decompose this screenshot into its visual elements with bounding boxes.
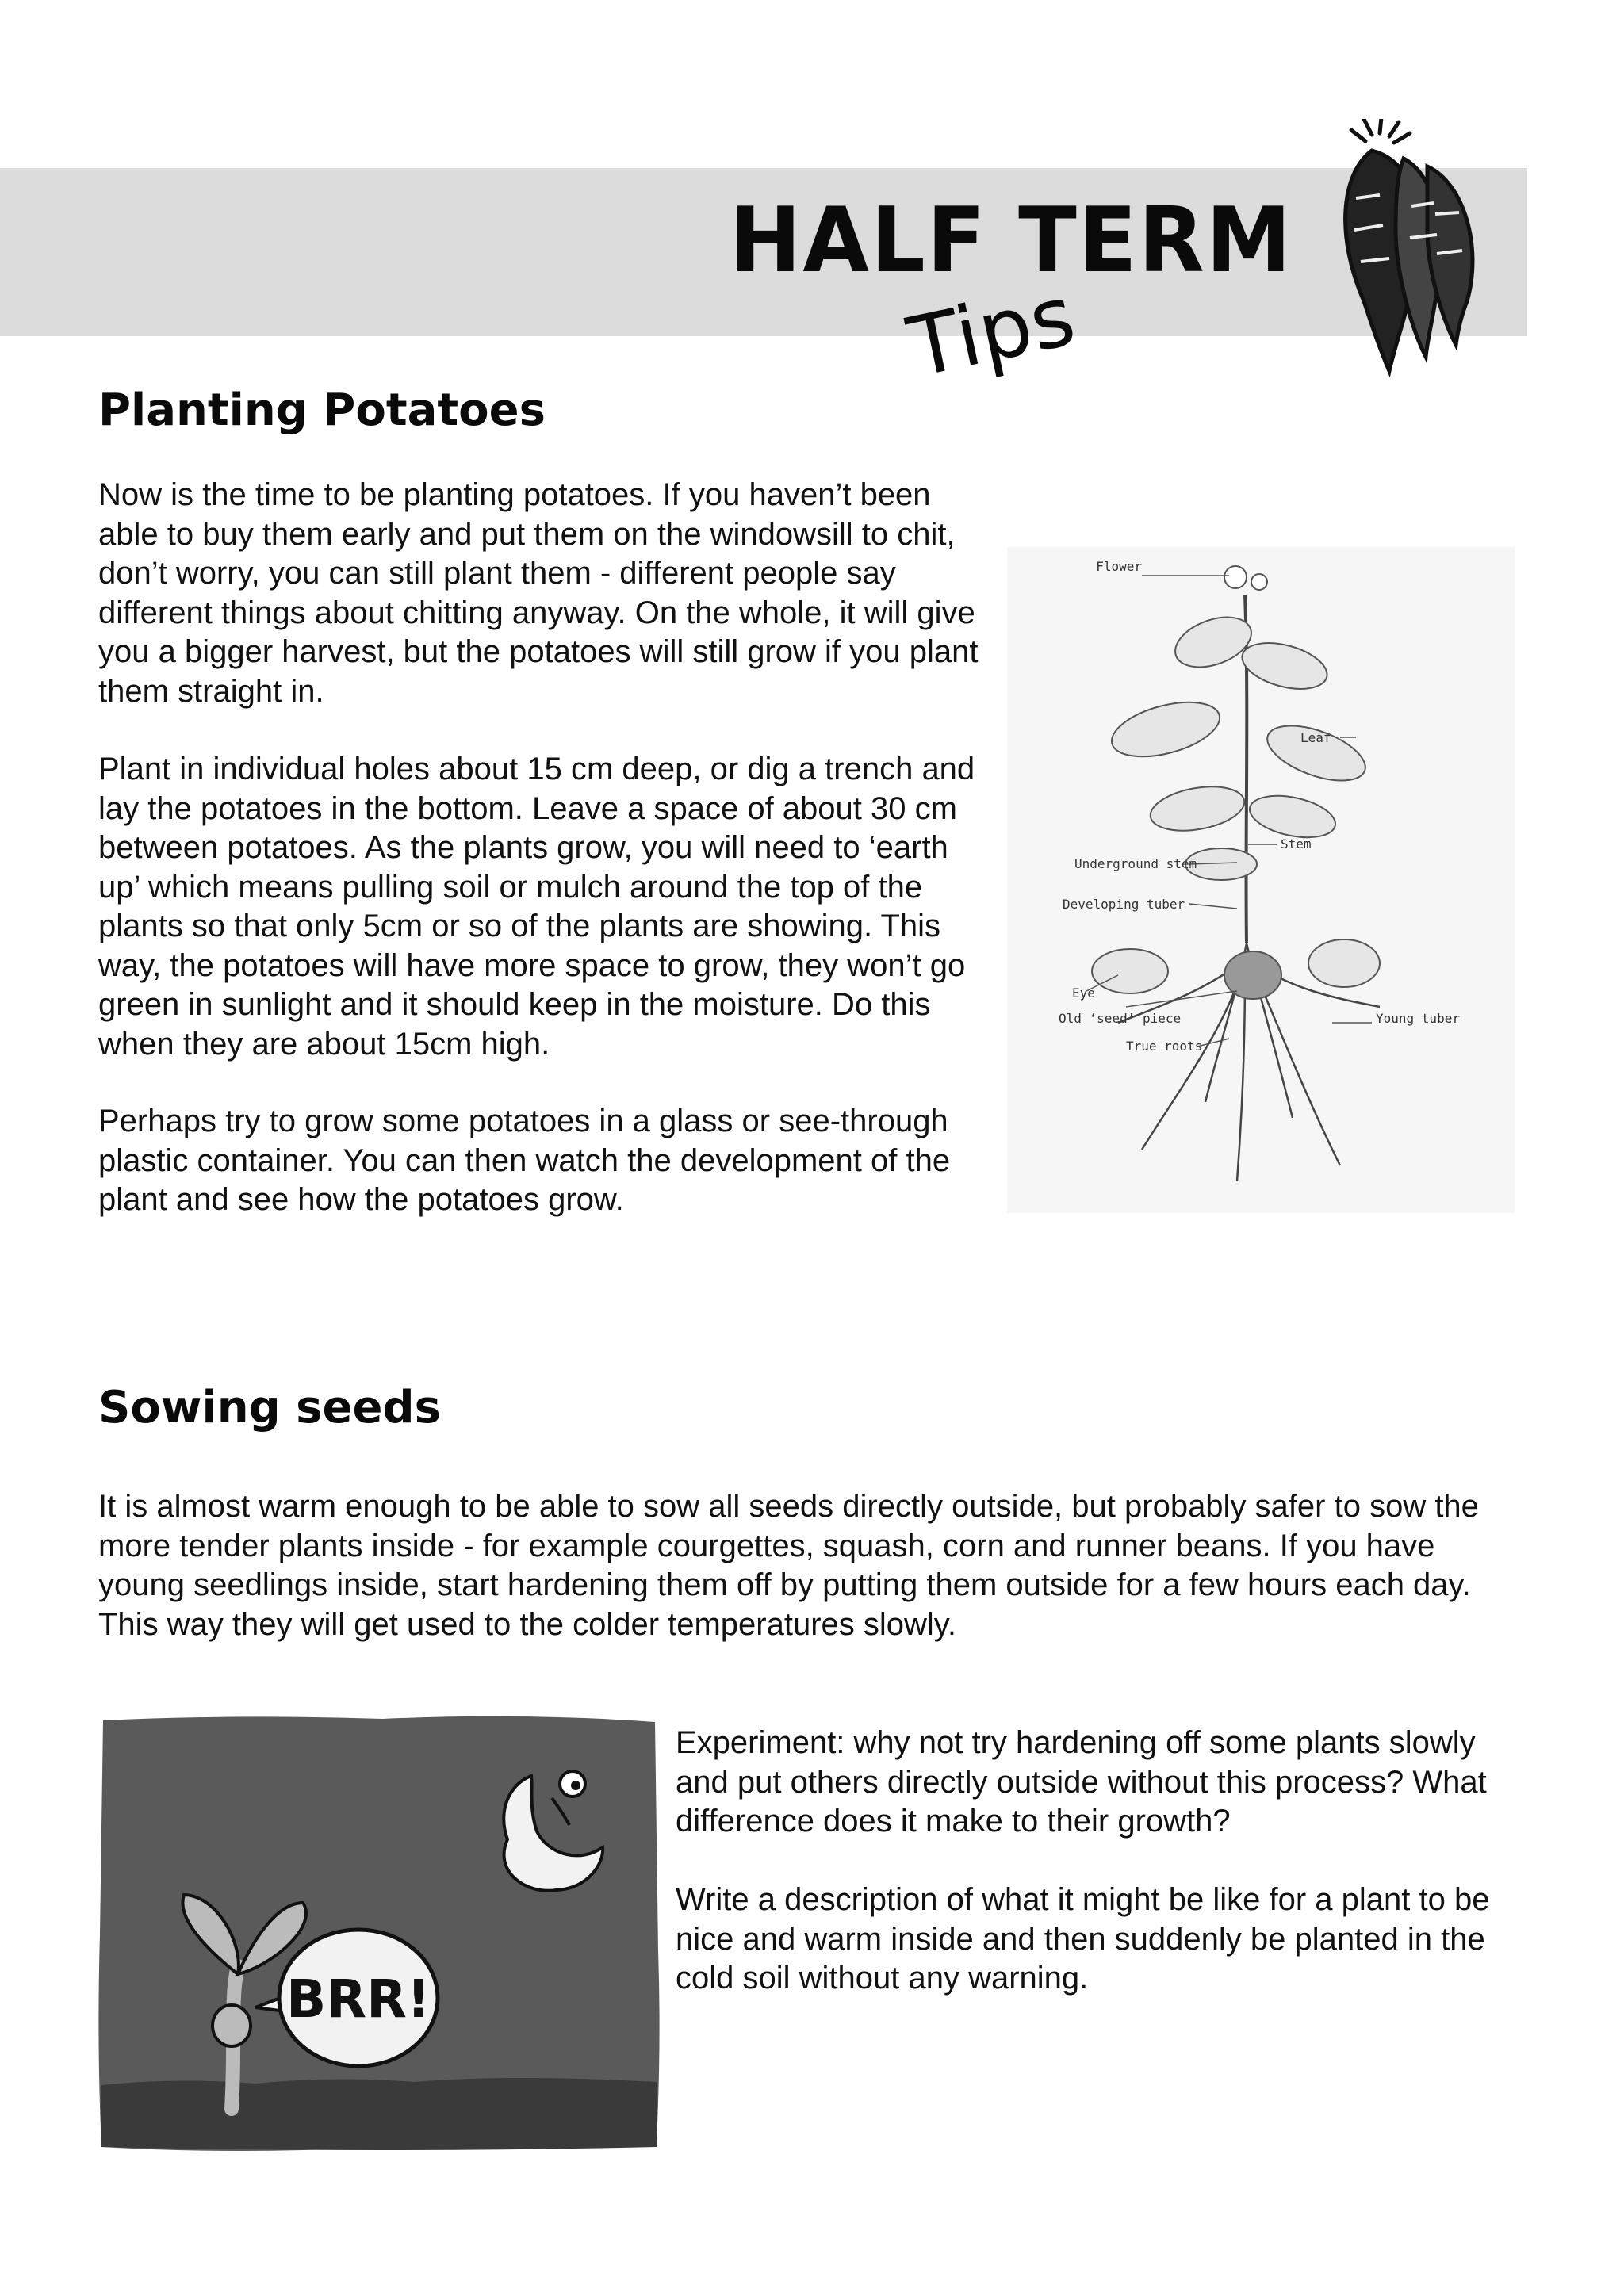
diagram-label-stem: Stem [1281,836,1312,851]
seeds-paragraph-1: It is almost warm enough to be able to sow all seeds directly outside, but probably safer to sow the more tender plants inside - for example courgettes, squash, corn and runner beans. If you have young seedlings inside, start hardening them off by putting them outside for a few hours each day. This way they will get used to the colder temperatures slowly. [98,1489,1479,1642]
potatoes-paragraph-3: Perhaps try to grow some potatoes in a glass or see-through plastic container. You can then watch the development of the plant and see how the potatoes grow. [98,1104,951,1217]
diagram-label-leaf: Leaf [1300,730,1331,745]
potatoes-paragraph-1: Now is the time to be planting potatoes. If you haven’t been able to buy them early and put them on the windowsill to chit, don’t worry, you can still plant them - different people say different things about chitting anyway. On the whole, it will give you a bigger harvest, but the potatoes will still grow if you plant them straight in. [98,477,979,709]
section-heading-sowing-seeds: Sowing seeds [98,1382,441,1433]
page-subtitle: Tips [900,266,1083,396]
diagram-label-old-seed-piece: Old ‘seed’ piece [1059,1011,1182,1026]
diagram-label-young-tuber: Young tuber [1376,1011,1460,1026]
seeds-writing-paragraph: Write a description of what it might be like for a plant to be nice and warm inside and then suddenly be planted in the cold soil without any warning. [676,1882,1490,1996]
potato-plant-diagram [1007,547,1515,1213]
carrots-illustration [1316,119,1515,381]
diagram-label-developing-tuber: Developing tuber [1063,897,1185,912]
seeds-experiment-paragraph: Experiment: why not try hardening off some plants slowly and put others directly outside without this process? What difference does it make to their growth? [676,1725,1487,1839]
diagram-label-underground-stem: Underground stem [1074,856,1197,871]
section-heading-planting-potatoes: Planting Potatoes [98,385,546,436]
brr-speech-text: BRR! [285,1969,431,2030]
page-title: HALF TERM [730,188,1293,293]
brr-seedling-cartoon [97,1712,661,2158]
diagram-label-flower: Flower [1096,559,1142,574]
diagram-label-eye: Eye [1072,985,1095,1001]
potatoes-paragraph-2: Plant in individual holes about 15 cm deep, or dig a trench and lay the potatoes in the bottom. Leave a space of about 30 cm between potatoes. As the plants grow, you will need to ‘earth up’ which means pulling soil or mulch around the top of the plants so that only 5cm or so of the plants are showing. This way, the potatoes will have more space to grow, they won’t go green in sunlight and it should keep in the moisture. Do this when they are about 15cm high. [98,752,975,1062]
diagram-label-true-roots: True roots [1126,1039,1203,1054]
